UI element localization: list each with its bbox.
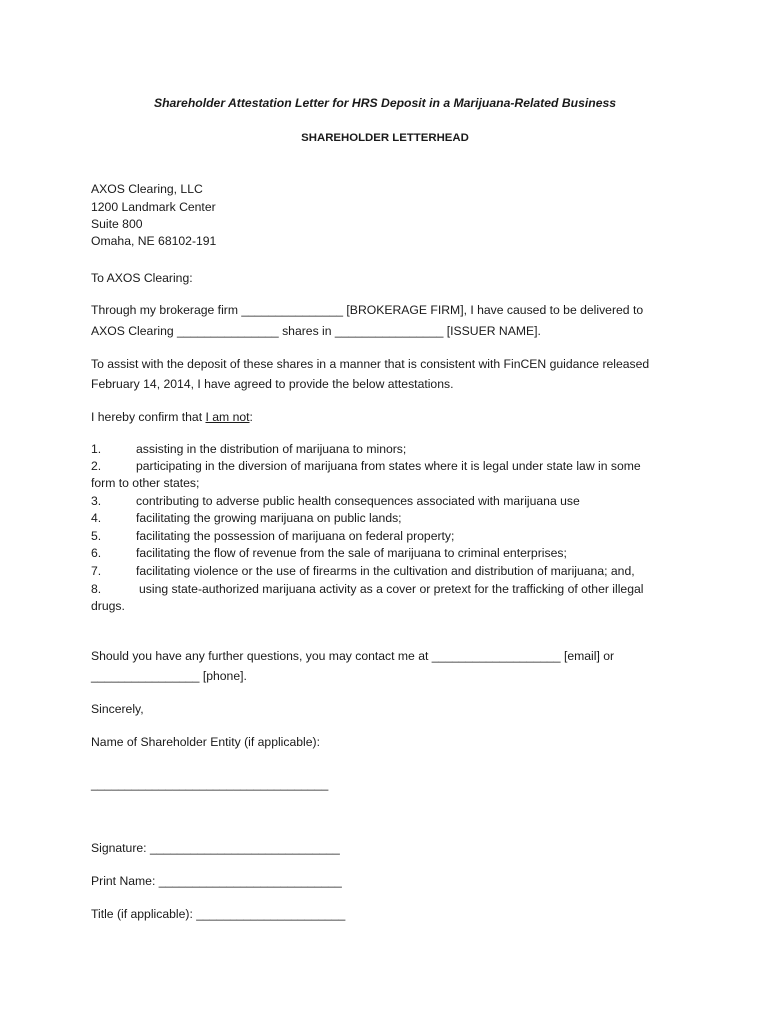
confirm-statement [91,409,253,425]
paragraph-line: Through my brokerage firm _______________ [BROKERAGE FIRM], I have caused to be delivered to [91,303,644,317]
signature-line: Signature: ____________________________ [91,841,340,855]
list-number: 1. [91,442,102,456]
letterhead-heading: SHAREHOLDER LETTERHEAD [301,132,469,144]
list-item: facilitating violence or the use of firearms in the cultivation and distribution of marijuana; and, [136,564,635,578]
confirm-prefix: I hereby confirm that [91,410,206,424]
paragraph-line: AXOS Clearing _______________ shares in ________________ [ISSUER NAME]. [91,324,541,338]
address-line: Suite 800 [91,217,143,231]
confirm-underlined: I am not [205,410,250,424]
address-line: Omaha, NE 68102-191 [91,234,217,248]
list-item: participating in the diversion of marijuana from states where it is legal under state law in some [136,459,641,473]
list-number: 5. [91,529,102,543]
address-line: AXOS Clearing, LLC [91,182,203,196]
list-item: facilitating the possession of marijuana on federal property; [136,529,455,543]
list-number: 7. [91,564,102,578]
address-line: 1200 Landmark Center [91,200,216,214]
contact-line: Should you have any further questions, you may contact me at ___________________ [email] or [91,649,615,663]
confirm-suffix: : [249,410,253,424]
list-number: 4. [91,511,102,525]
list-item: facilitating the flow of revenue from the sale of marijuana to criminal enterprises; [136,546,567,560]
entity-line: ___________________________________ [91,777,329,791]
salutation: To AXOS Clearing: [91,271,193,285]
list-item: facilitating the growing marijuana on public lands; [136,511,402,525]
entity-label: Name of Shareholder Entity (if applicable): [91,735,320,749]
paragraph-line: February 14, 2014, I have agreed to provide the below attestations. [91,377,454,391]
list-item-continuation: form to other states; [91,476,200,490]
title-line: Title (if applicable): ______________________ [91,907,346,921]
list-number: 6. [91,546,102,560]
list-number: 8. [91,582,102,596]
list-item: using state-authorized marijuana activity as a cover or pretext for the trafficking of other illegal [139,582,644,596]
paragraph-line: To assist with the deposit of these shares in a manner that is consistent with FinCEN guidance released [91,357,650,371]
list-item: assisting in the distribution of marijuana to minors; [136,442,407,456]
print-name-line: Print Name: ___________________________ [91,874,342,888]
list-item-continuation: drugs. [91,599,125,613]
closing: Sincerely, [91,702,144,716]
contact-line: ________________ [phone]. [91,669,247,683]
list-number: 2. [91,459,102,473]
list-item: contributing to adverse public health consequences associated with marijuana use [136,494,580,508]
list-number: 3. [91,494,102,508]
document-title: Shareholder Attestation Letter for HRS Deposit in a Marijuana-Related Business [153,96,617,110]
